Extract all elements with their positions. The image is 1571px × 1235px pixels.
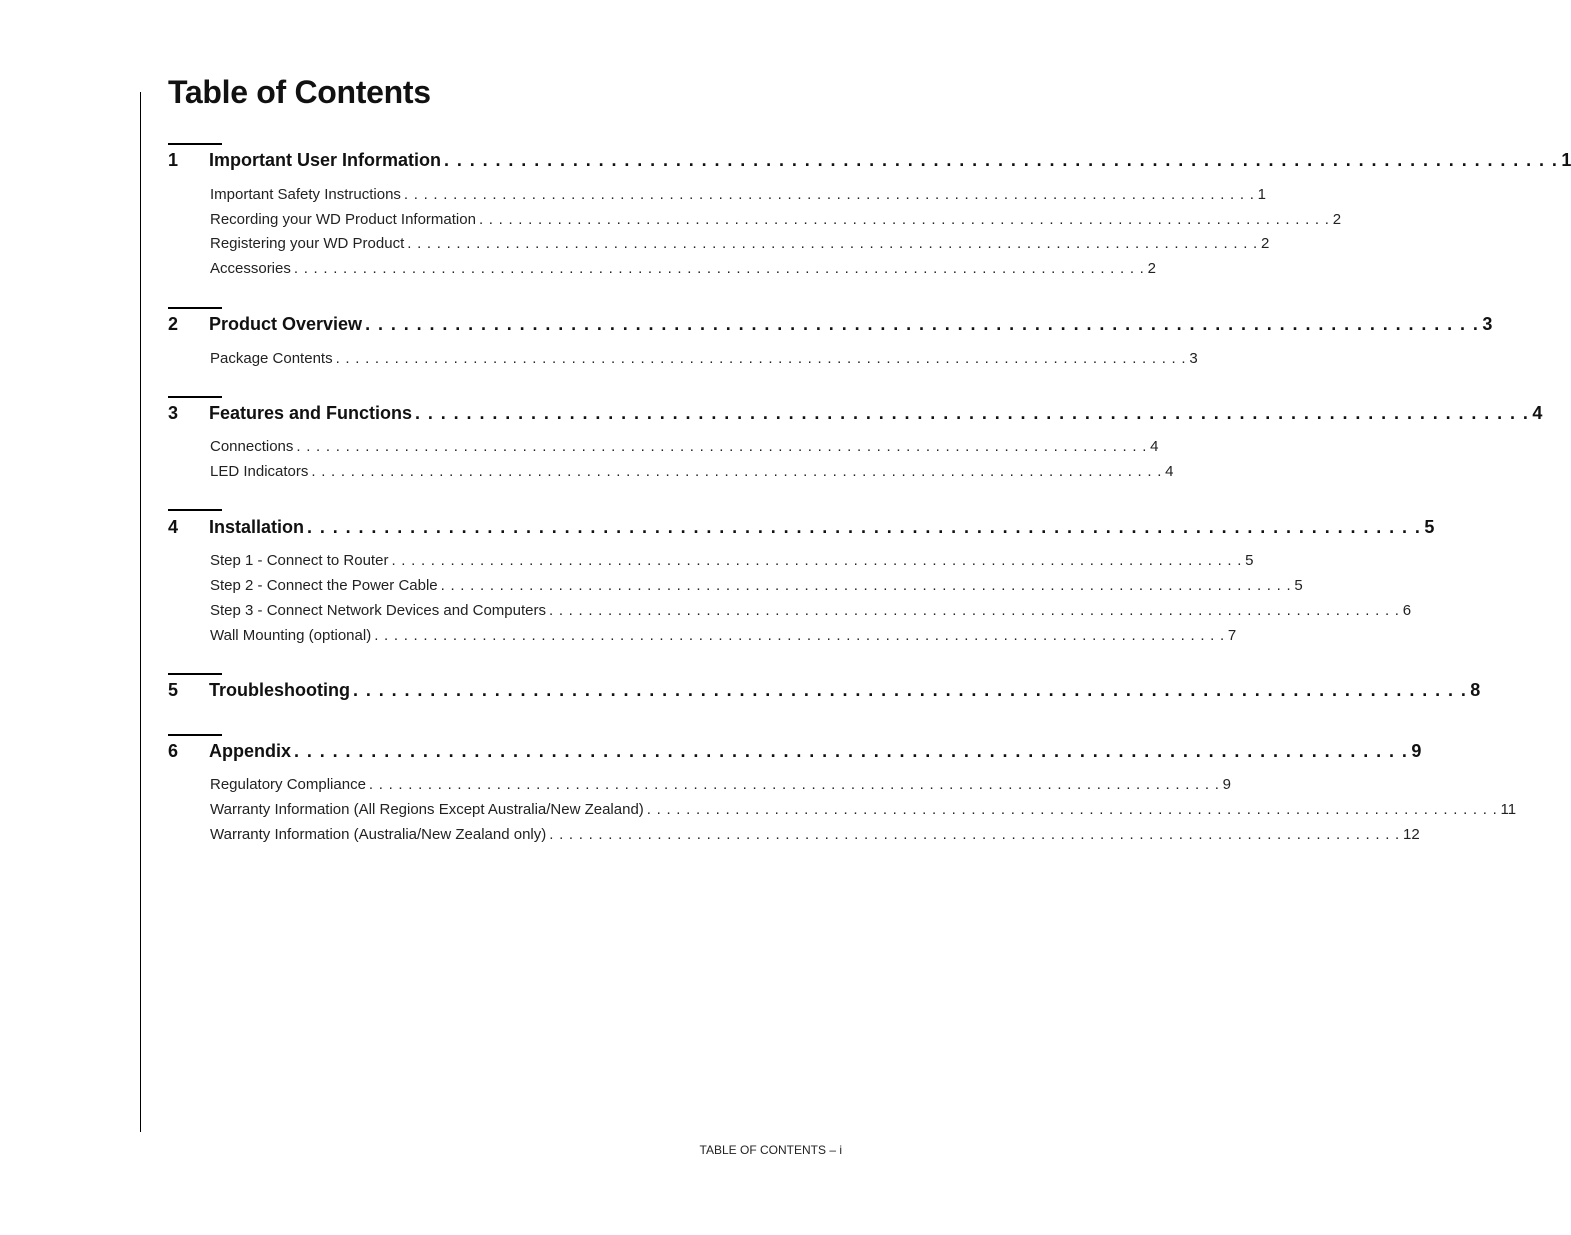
toc-subentry[interactable] xyxy=(210,825,1420,845)
dot-leader: . . . . . . . . . . . . . . . . . . . . . . . . . . . . . . . . . . . . . . . . . . . . . . . . . . . . . . . . . . . . . . . . . . . . . . . . . . . . . . . . . . . . . . . xyxy=(353,680,1468,700)
dot-leader: . . . . . . . . . . . . . . . . . . . . . . . . . . . . . . . . . . . . . . . . . . . . . . . . . . . . . . . . . . . . . . . . . . . . . . . . . . . . . . . . . . . . . . . xyxy=(548,602,1400,619)
toc-subentry[interactable] xyxy=(210,210,1342,230)
toc-subentry[interactable] xyxy=(210,349,1198,369)
section-number: 2 xyxy=(168,314,179,334)
dot-leader: . . . . . . . . . . . . . . . . . . . . . . . . . . . . . . . . . . . . . . . . . . . . . . . . . . . . . . . . . . . . . . . . . . . . . . . . . . . . . . . . . . . . . . . xyxy=(368,776,1220,793)
toc-subentry[interactable] xyxy=(210,626,1237,646)
dot-leader: . . . . . . . . . . . . . . . . . . . . . . . . . . . . . . . . . . . . . . . . . . . . . . . . . . . . . . . . . . . . . . . . . . . . . . . . . . . . . . . . . . . . . . . xyxy=(296,438,1148,455)
subentry-title: LED Indicators xyxy=(210,463,309,480)
subentry-page-number: 6 xyxy=(1402,602,1412,619)
toc-section-entry[interactable] xyxy=(168,401,1543,425)
toc-section-entry[interactable] xyxy=(168,148,1571,172)
toc-subentry[interactable] xyxy=(210,601,1412,621)
section-rule xyxy=(168,396,222,398)
subentry-page-number: 7 xyxy=(1227,627,1237,644)
section-number: 4 xyxy=(168,517,179,537)
section-title: Features and Functions xyxy=(209,403,413,423)
dot-leader: . . . . . . . . . . . . . . . . . . . . . . . . . . . . . . . . . . . . . . . . . . . . . . . . . . . . . . . . . . . . . . . . . . . . . . . . . . . . . . . . . . . . . . . xyxy=(365,314,1480,334)
toc-section-entry[interactable] xyxy=(168,678,1481,702)
dot-leader: . . . . . . . . . . . . . . . . . . . . . . . . . . . . . . . . . . . . . . . . . . . . . . . . . . . . . . . . . . . . . . . . . . . . . . . . . . . . . . . . . . . . . . . xyxy=(478,211,1330,228)
dot-leader: . . . . . . . . . . . . . . . . . . . . . . . . . . . . . . . . . . . . . . . . . . . . . . . . . . . . . . . . . . . . . . . . . . . . . . . . . . . . . . . . . . . . . . . xyxy=(440,577,1292,594)
section-page-number: 4 xyxy=(1532,403,1543,423)
page-title: Table of Contents xyxy=(168,74,431,110)
section-number: 1 xyxy=(168,150,179,170)
subentry-title: Important Safety Instructions xyxy=(210,186,401,203)
table-of-contents xyxy=(168,0,1571,900)
dot-leader: . . . . . . . . . . . . . . . . . . . . . . . . . . . . . . . . . . . . . . . . . . . . . . . . . . . . . . . . . . . . . . . . . . . . . . . . . . . . . . . . . . . . . . . xyxy=(294,741,1409,761)
subentry-title: Warranty Information (Australia/New Zealand only) xyxy=(210,826,547,843)
page-footer: TABLE OF CONTENTS – i xyxy=(699,1143,842,1157)
section-page-number: 8 xyxy=(1470,680,1481,700)
section-title: Installation xyxy=(209,517,305,537)
subentry-page-number: 4 xyxy=(1165,463,1174,480)
section-page-number: 5 xyxy=(1424,517,1435,537)
subentry-title: Wall Mounting (optional) xyxy=(210,627,372,644)
subentry-page-number: 2 xyxy=(1260,235,1270,252)
subentry-title: Warranty Information (All Regions Except Australia/New Zealand) xyxy=(210,801,644,818)
section-title: Troubleshooting xyxy=(209,680,350,700)
dot-leader: . . . . . . . . . . . . . . . . . . . . . . . . . . . . . . . . . . . . . . . . . . . . . . . . . . . . . . . . . . . . . . . . . . . . . . . . . . . . . . . . . . . . . . . xyxy=(407,235,1258,252)
subentry-page-number: 2 xyxy=(1332,211,1342,228)
subentry-title: Registering your WD Product xyxy=(210,235,405,252)
toc-subentry[interactable] xyxy=(210,437,1159,457)
toc-subentry[interactable] xyxy=(210,775,1231,795)
subentry-page-number: 5 xyxy=(1294,577,1303,594)
toc-subentry[interactable] xyxy=(210,800,1517,820)
dot-leader: . . . . . . . . . . . . . . . . . . . . . . . . . . . . . . . . . . . . . . . . . . . . . . . . . . . . . . . . . . . . . . . . . . . . . . . . . . . . . . . . . . . . . . . xyxy=(549,826,1400,843)
dot-leader: . . . . . . . . . . . . . . . . . . . . . . . . . . . . . . . . . . . . . . . . . . . . . . . . . . . . . . . . . . . . . . . . . . . . . . . . . . . . . . . . . . . . . . . xyxy=(391,552,1243,569)
toc-subentry[interactable] xyxy=(210,234,1270,254)
subentry-page-number: 12 xyxy=(1402,826,1420,843)
subentry-title: Regulatory Compliance xyxy=(210,776,366,793)
subentry-title: Connections xyxy=(210,438,294,455)
toc-subentry[interactable] xyxy=(210,259,1156,279)
toc-subentry[interactable] xyxy=(210,551,1254,571)
subentry-title: Step 3 - Connect Network Devices and Computers xyxy=(210,602,546,619)
toc-subentry[interactable] xyxy=(210,576,1303,596)
subentry-page-number: 11 xyxy=(1500,801,1517,818)
section-rule xyxy=(168,307,222,309)
section-title: Appendix xyxy=(209,741,292,761)
section-page-number: 1 xyxy=(1561,150,1571,170)
subentry-title: Step 2 - Connect the Power Cable xyxy=(210,577,438,594)
dot-leader: . . . . . . . . . . . . . . . . . . . . . . . . . . . . . . . . . . . . . . . . . . . . . . . . . . . . . . . . . . . . . . . . . . . . . . . . . . . . . . . . . . . . . . . xyxy=(415,403,1530,423)
dot-leader: . . . . . . . . . . . . . . . . . . . . . . . . . . . . . . . . . . . . . . . . . . . . . . . . . . . . . . . . . . . . . . . . . . . . . . . . . . . . . . . . . . . . . . . xyxy=(307,517,1422,537)
section-page-number: 9 xyxy=(1411,741,1422,761)
section-number: 5 xyxy=(168,680,179,700)
subentry-title: Step 1 - Connect to Router xyxy=(210,552,389,569)
dot-leader: . . . . . . . . . . . . . . . . . . . . . . . . . . . . . . . . . . . . . . . . . . . . . . . . . . . . . . . . . . . . . . . . . . . . . . . . . . . . . . . . . . . . . . . xyxy=(646,801,1498,818)
dot-leader: . . . . . . . . . . . . . . . . . . . . . . . . . . . . . . . . . . . . . . . . . . . . . . . . . . . . . . . . . . . . . . . . . . . . . . . . . . . . . . . . . . . . . . . xyxy=(403,186,1255,203)
section-rule xyxy=(168,673,222,675)
subentry-title: Package Contents xyxy=(210,350,333,367)
dot-leader: . . . . . . . . . . . . . . . . . . . . . . . . . . . . . . . . . . . . . . . . . . . . . . . . . . . . . . . . . . . . . . . . . . . . . . . . . . . . . . . . . . . . . . . xyxy=(374,627,1225,644)
subentry-page-number: 2 xyxy=(1147,260,1156,277)
dot-leader: . . . . . . . . . . . . . . . . . . . . . . . . . . . . . . . . . . . . . . . . . . . . . . . . . . . . . . . . . . . . . . . . . . . . . . . . . . . . . . . . . . . . . . . xyxy=(293,260,1145,277)
section-title: Product Overview xyxy=(209,314,363,334)
section-rule xyxy=(168,143,222,145)
section-rule xyxy=(168,734,222,736)
subentry-page-number: 9 xyxy=(1222,776,1231,793)
subentry-page-number: 4 xyxy=(1150,438,1159,455)
toc-subentry[interactable] xyxy=(210,462,1174,482)
dot-leader: . . . . . . . . . . . . . . . . . . . . . . . . . . . . . . . . . . . . . . . . . . . . . . . . . . . . . . . . . . . . . . . . . . . . . . . . . . . . . . . . . . . . . . . xyxy=(444,150,1559,170)
dot-leader: . . . . . . . . . . . . . . . . . . . . . . . . . . . . . . . . . . . . . . . . . . . . . . . . . . . . . . . . . . . . . . . . . . . . . . . . . . . . . . . . . . . . . . . xyxy=(311,463,1163,480)
subentry-page-number: 1 xyxy=(1257,186,1266,203)
dot-leader: . . . . . . . . . . . . . . . . . . . . . . . . . . . . . . . . . . . . . . . . . . . . . . . . . . . . . . . . . . . . . . . . . . . . . . . . . . . . . . . . . . . . . . . xyxy=(335,350,1187,367)
section-page-number: 3 xyxy=(1482,314,1493,334)
section-number: 3 xyxy=(168,403,179,423)
toc-section-entry[interactable] xyxy=(168,312,1493,336)
toc-subentry[interactable] xyxy=(210,185,1266,205)
margin-rule xyxy=(140,92,141,1132)
subentry-page-number: 5 xyxy=(1245,552,1254,569)
toc-section-entry[interactable] xyxy=(168,515,1435,539)
section-title: Important User Information xyxy=(209,150,442,170)
subentry-page-number: 3 xyxy=(1189,350,1198,367)
section-number: 6 xyxy=(168,741,179,761)
subentry-title: Recording your WD Product Information xyxy=(210,211,476,228)
subentry-title: Accessories xyxy=(210,260,291,277)
section-rule xyxy=(168,509,222,511)
toc-section-entry[interactable] xyxy=(168,739,1422,763)
